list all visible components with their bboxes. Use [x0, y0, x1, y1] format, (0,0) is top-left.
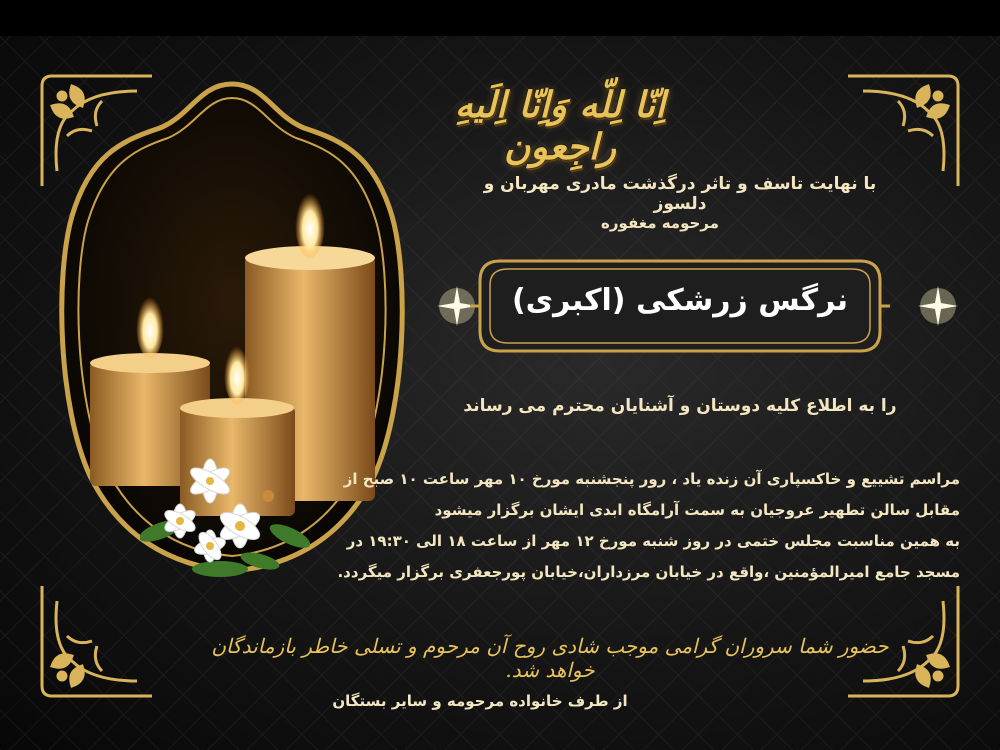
ceremony-details — [337, 464, 960, 588]
details-line-4: مسجد جامع امیرالمؤمنین ،واقع در خیابان مرزداران،خیابان پورجعفری برگزار میگردد. — [337, 563, 960, 581]
sparkle-right-icon — [916, 284, 960, 328]
white-flower-bouquet-icon — [140, 451, 310, 581]
intro-line-1: با نهایت تاسف و تاثر درگذشت مادری مهربان و دلسوز — [483, 174, 877, 214]
name-plate — [470, 251, 890, 361]
bottom-left-ornament-icon — [32, 576, 162, 706]
details-line-2: مقابل سالن تطهیر عروجیان به سمت آرامگاه ابدی ایشان برگزار میشود — [434, 501, 960, 519]
details-line-3: به همین مناسبت مجلس ختمی در روز شنبه مورخ ۱۲ مهر از ساعت ۱۸ الی ۱۹:۳۰ در — [346, 532, 960, 550]
family-signature: از طرف خانواده مرحومه و سایر بستگان — [332, 692, 628, 710]
condolence-card — [0, 36, 1000, 750]
details-line-1: مراسم تشییع و خاکسپاری آن زنده یاد ، رور پنجشنبه مورخ ۱۰ مهر ساعت ۱۰ صبح از — [343, 470, 960, 488]
intro-line-2: مرحومه مغفوره — [601, 214, 719, 232]
closing-message: حضور شما سروران گرامی موجب شادی روح آن مرحوم و تسلی خاطر بازماندگان خواهد شد. — [211, 634, 889, 682]
top-black-bar — [0, 0, 1000, 36]
calligraphy-title: اِنّا لِلّه وَاِنّا اِلَیهِ راجِعون — [454, 84, 666, 168]
announcement-line: را به اطلاع کلیه دوستان و آشنایان محترم می رساند — [463, 396, 897, 416]
deceased-name: نرگس زرشکی (اکبری) — [511, 283, 849, 318]
